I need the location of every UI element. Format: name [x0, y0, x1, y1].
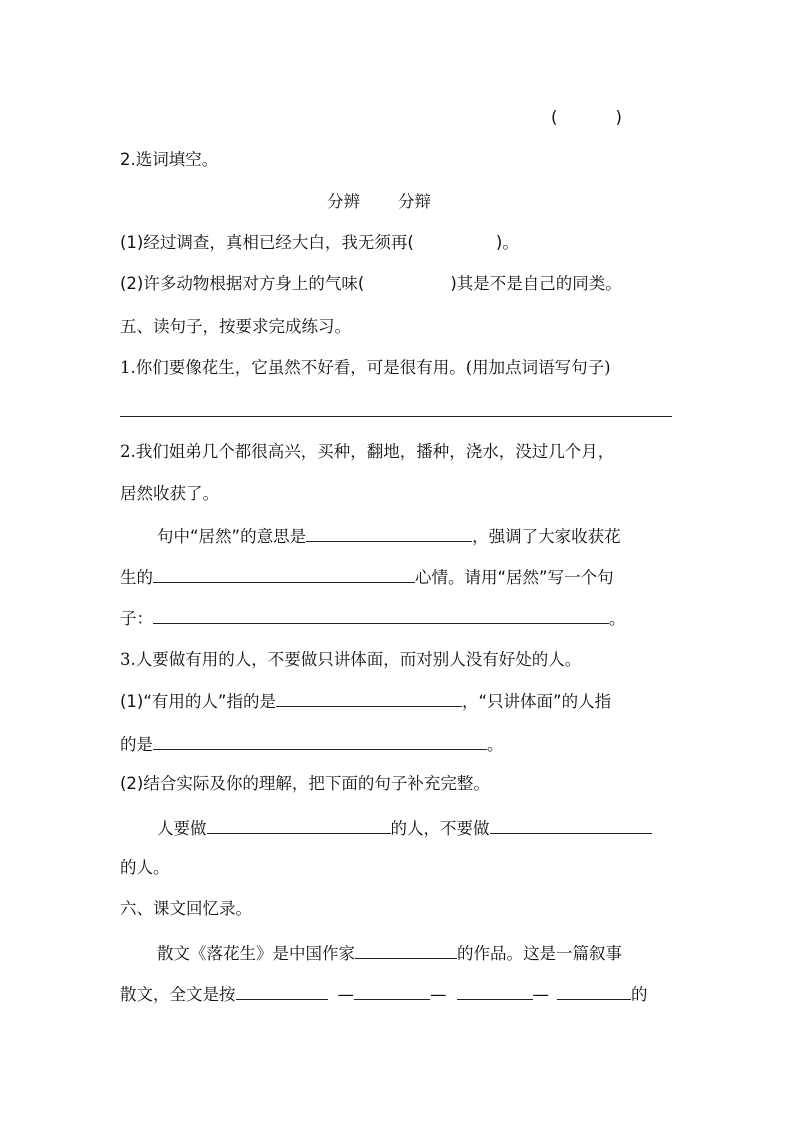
q2-2-text: (2)许多动物根据对方身上的气味(	[120, 274, 365, 293]
word-choice-1: 分辨	[327, 192, 360, 211]
should-be-blank[interactable]	[207, 817, 391, 834]
word-choices	[327, 192, 431, 212]
sequence-blank-4[interactable]	[557, 983, 631, 1000]
q3-1-text-2: 的是	[120, 735, 153, 754]
question-2-2	[120, 274, 622, 294]
useful-person-blank[interactable]	[276, 690, 462, 707]
complete-text-mid: 的人，不要做	[390, 819, 490, 838]
juran-line-1	[157, 525, 621, 547]
section-5-title: 五、读句子，按要求完成练习。	[120, 317, 351, 336]
juran-mood-blank[interactable]	[153, 566, 415, 583]
recall-line-2	[120, 983, 648, 1005]
q3-1-text-2-end: 。	[487, 735, 504, 754]
sequence-blank-2[interactable]	[354, 983, 430, 1000]
paren-close: )	[615, 108, 622, 127]
section-6-title: 六、课文回忆录。	[120, 899, 252, 918]
complete-sentence-line-2: 的人。	[120, 858, 170, 877]
sequence-blank-3[interactable]	[457, 983, 533, 1000]
dash-2: —	[430, 985, 447, 1004]
section-5-question-1: 1.你们要像花生，它虽然不好看，可是很有用。(用加点词语写句子)	[120, 358, 611, 377]
recall-text-2-end: 的	[631, 985, 648, 1004]
juran-text-2: 生的	[120, 568, 153, 587]
sequence-blank-1[interactable]	[236, 983, 328, 1000]
q3-1-text-mid: ，“只讲体面”的人指	[461, 692, 612, 711]
recall-text-1-end: 的作品。这是一篇叙事	[457, 944, 622, 963]
face-person-blank[interactable]	[153, 733, 487, 750]
section-5-question-2-line-2: 居然收获了。	[120, 484, 219, 503]
juran-text-2-end: 心情。请用“居然”写一个句	[415, 568, 614, 587]
juran-text-3-end: 。	[609, 609, 626, 628]
dash-3: —	[532, 985, 549, 1004]
question-3-1	[120, 690, 611, 712]
juran-meaning-blank[interactable]	[306, 525, 472, 542]
juran-line-3	[120, 607, 626, 629]
juran-text-1-end: ，强调了大家收获花	[472, 527, 621, 546]
dash-1: —	[337, 985, 354, 1004]
juran-text-1: 句中“居然”的意思是	[157, 527, 307, 546]
juran-sentence-blank[interactable]	[153, 607, 609, 624]
q2-1-text-end: )。	[495, 233, 519, 252]
word-choice-2: 分辩	[398, 192, 431, 211]
section-5-question-2-line-1: 2.我们姐弟几个都很高兴，买种，翻地，播种，浇水，没过几个月，	[120, 442, 615, 461]
complete-sentence-line-1	[157, 817, 652, 839]
q3-1-text: (1)“有用的人”指的是	[120, 692, 276, 711]
author-blank[interactable]	[355, 942, 457, 959]
answer-paren-top	[551, 108, 622, 128]
question-2-1	[120, 233, 519, 253]
q2-2-text-end: )其是不是自己的同类。	[450, 274, 622, 293]
complete-text-1: 人要做	[157, 819, 207, 838]
recall-text-2: 散文，全文是按	[120, 985, 236, 1004]
recall-line-1	[157, 942, 622, 964]
question-2-title: 2.选词填空。	[120, 150, 219, 169]
question-3-2: (2)结合实际及你的理解，把下面的句子补充完整。	[120, 774, 490, 793]
juran-line-2	[120, 566, 614, 588]
q2-1-text: (1)经过调查，真相已经大白，我无须再(	[120, 233, 414, 252]
should-not-be-blank[interactable]	[490, 817, 652, 834]
juran-text-3: 子：	[120, 609, 153, 628]
paren-open: (	[551, 108, 558, 127]
recall-text-1: 散文《落花生》是中国作家	[157, 944, 355, 963]
answer-line-q1[interactable]	[120, 416, 672, 417]
section-5-question-3: 3.人要做有用的人，不要做只讲体面，而对别人没有好处的人。	[120, 650, 582, 669]
question-3-1-line-2	[120, 733, 504, 755]
